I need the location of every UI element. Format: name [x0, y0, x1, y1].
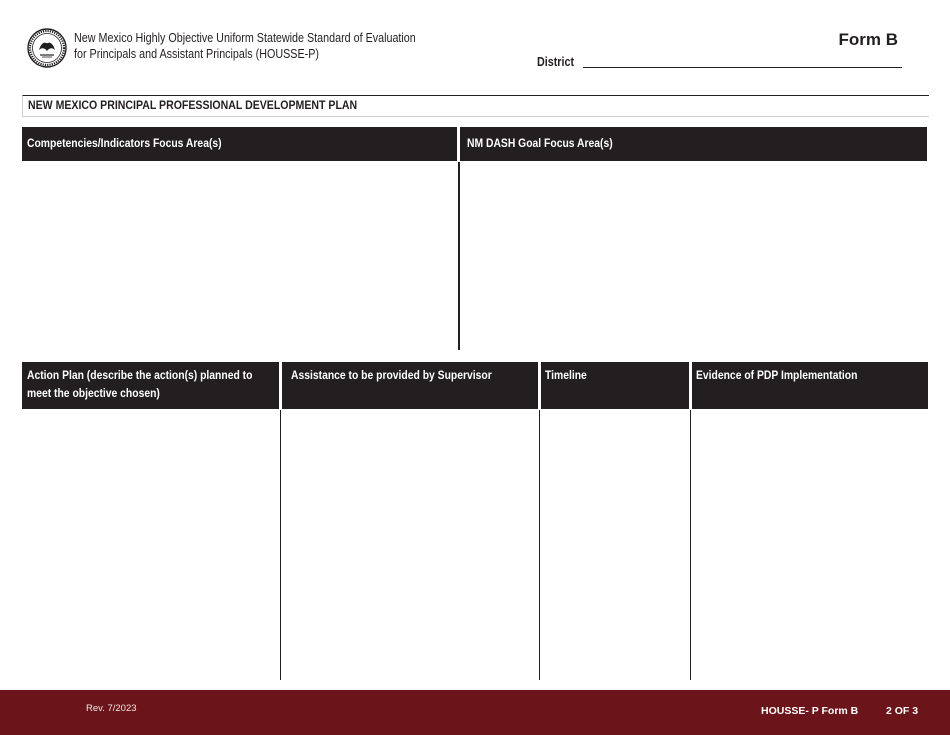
- assistance-header: Assistance to be provided by Supervisor: [282, 362, 538, 409]
- timeline-header: Timeline: [541, 362, 689, 409]
- evidence-header: Evidence of PDP Implementation: [692, 362, 928, 409]
- competencies-field[interactable]: [22, 162, 458, 350]
- header-line-2: for Principals and Assistant Principals (HOUSSE-P): [74, 47, 319, 61]
- timeline-field[interactable]: [541, 410, 690, 680]
- column-divider: [690, 410, 691, 680]
- state-seal-icon: [27, 28, 67, 68]
- assistance-field[interactable]: [282, 410, 539, 680]
- column-divider: [280, 410, 281, 680]
- district-field[interactable]: [583, 67, 902, 68]
- page-number: 2 OF 3: [886, 705, 919, 717]
- column-divider: [458, 162, 460, 350]
- nmdash-field[interactable]: [461, 162, 927, 350]
- footer-form-id: HOUSSE- P Form B: [761, 705, 859, 717]
- column-divider: [539, 410, 540, 680]
- revision-date: Rev. 7/2023: [86, 703, 137, 714]
- plan-title: NEW MEXICO PRINCIPAL PROFESSIONAL DEVELOPMENT PLAN: [28, 98, 358, 112]
- form-title: Form B: [838, 30, 898, 49]
- action-plan-header: Action Plan (describe the action(s) planned to meet the objective chosen): [22, 362, 279, 409]
- district-label: District: [537, 55, 575, 69]
- competencies-header: Competencies/Indicators Focus Area(s): [22, 127, 457, 161]
- action-plan-field[interactable]: [22, 410, 280, 680]
- header-line-1: New Mexico Highly Objective Uniform Statewide Standard of Evaluation: [74, 31, 416, 45]
- evidence-field[interactable]: [692, 410, 928, 680]
- nmdash-header: NM DASH Goal Focus Area(s): [460, 127, 927, 161]
